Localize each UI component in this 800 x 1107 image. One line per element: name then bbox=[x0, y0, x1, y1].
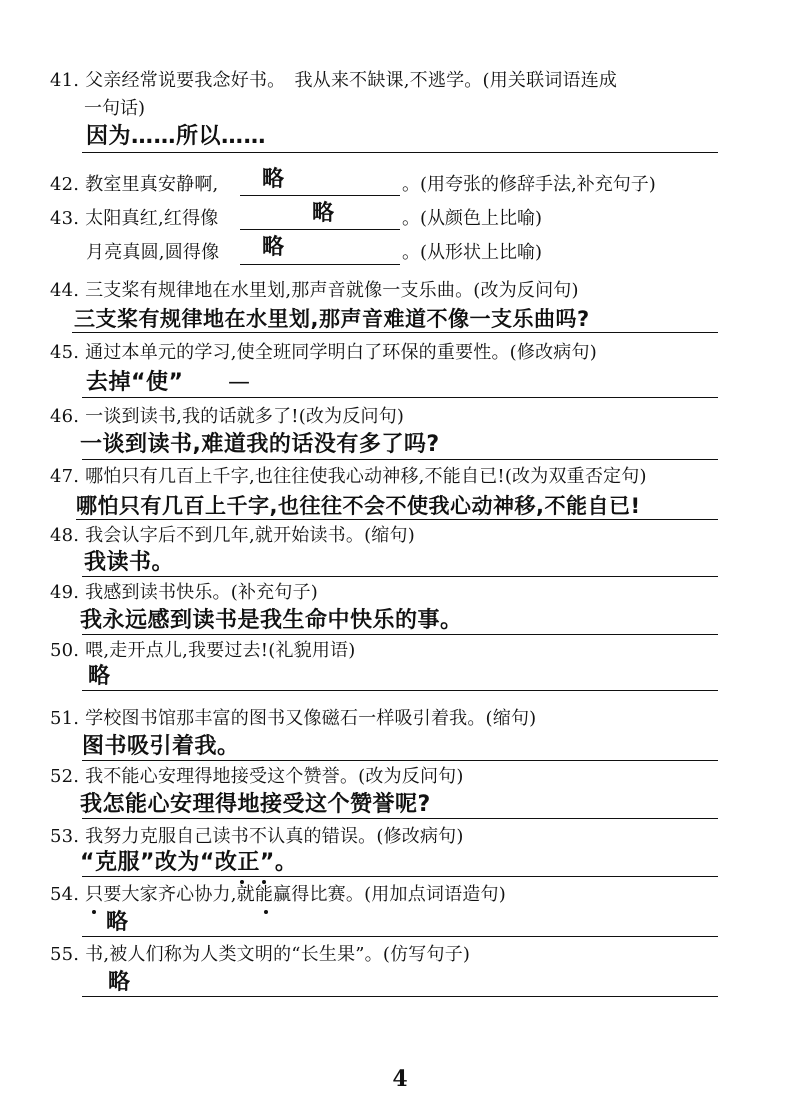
answer-45-mark: — bbox=[228, 370, 251, 395]
answer-line bbox=[82, 459, 718, 460]
fill-blank bbox=[240, 229, 400, 230]
answer-line bbox=[82, 152, 718, 153]
emphasis-dot bbox=[92, 910, 96, 914]
answer-49: 我永远感到读书是我生命中快乐的事。 bbox=[80, 608, 463, 633]
answer-53: “克服”改为“改正”。 bbox=[80, 850, 298, 875]
answer-44: 三支桨有规律地在水里划,那声音难道不像一支乐曲吗? bbox=[74, 307, 590, 331]
question-48: 48. 我会认字后不到几年,就开始读书。(缩句) bbox=[50, 525, 415, 546]
question-51: 51. 学校图书馆那丰富的图书又像磁石一样吸引着我。(缩句) bbox=[50, 708, 537, 729]
emphasis-dot bbox=[264, 910, 268, 914]
answer-line bbox=[82, 996, 718, 997]
question-53: 53. 我努力克服自己读书不认真的错误。(修改病句) bbox=[50, 826, 464, 847]
answer-line bbox=[82, 576, 718, 577]
question-42-tail: 。(用夸张的修辞手法,补充句子) bbox=[402, 174, 656, 195]
answer-45: 去掉“使” bbox=[86, 370, 184, 395]
question-43b-tail: 。(从形状上比喻) bbox=[402, 242, 543, 263]
answer-48: 我读书。 bbox=[84, 550, 175, 575]
question-46: 46. 一谈到读书,我的话就多了!(改为反问句) bbox=[50, 406, 405, 427]
answer-line bbox=[82, 876, 718, 877]
page-number: 4 bbox=[392, 1066, 408, 1092]
answer-47: 哪怕只有几百上千字,也往往不会不使我心动神移,不能自已! bbox=[76, 494, 641, 518]
blank-answer-42: 略 bbox=[262, 167, 285, 192]
question-44: 44. 三支桨有规律地在水里划,那声音就像一支乐曲。(改为反问句) bbox=[50, 280, 579, 301]
fill-blank bbox=[240, 195, 400, 196]
answer-51: 图书吸引着我。 bbox=[82, 734, 240, 759]
answer-line bbox=[82, 760, 718, 761]
answer-line bbox=[82, 936, 718, 937]
question-55: 55. 书,被人们称为人类文明的“长生果”。(仿写句子) bbox=[50, 944, 471, 965]
emphasis-dot bbox=[240, 880, 244, 884]
answer-line bbox=[82, 690, 718, 691]
answer-46: 一谈到读书,难道我的话没有多了吗? bbox=[80, 432, 440, 457]
answer-line bbox=[76, 519, 718, 520]
emphasis-dot bbox=[262, 880, 266, 884]
question-43-second: 月亮真圆,圆得像 bbox=[86, 242, 220, 263]
blank-answer-43b: 略 bbox=[262, 235, 285, 260]
answer-41: 因为……所以…… bbox=[86, 124, 267, 149]
answer-50: 略 bbox=[88, 664, 111, 689]
answer-55: 略 bbox=[108, 970, 131, 995]
question-52: 52. 我不能心安理得地接受这个赞誉。(改为反问句) bbox=[50, 766, 464, 787]
answer-54: 略 bbox=[106, 910, 129, 935]
answer-line bbox=[72, 332, 718, 333]
fill-blank bbox=[240, 264, 400, 265]
question-41: 41. 父亲经常说要我念好书。 我从来不缺课,不逃学。(用关联词语连成 bbox=[50, 70, 618, 91]
question-49: 49. 我感到读书快乐。(补充句子) bbox=[50, 582, 318, 603]
question-41-continued: 一句话) bbox=[84, 98, 146, 119]
question-54: 54. 只要大家齐心协力,就能赢得比赛。(用加点词语造句) bbox=[50, 884, 506, 905]
answer-line bbox=[82, 634, 718, 635]
blank-answer-43a: 略 bbox=[312, 201, 335, 226]
answer-52: 我怎能心安理得地接受这个赞誉呢? bbox=[80, 792, 431, 817]
question-42: 42. 教室里真安静啊, bbox=[50, 174, 219, 195]
question-50: 50. 喂,走开点儿,我要过去!(礼貌用语) bbox=[50, 640, 356, 661]
question-45: 45. 通过本单元的学习,使全班同学明白了环保的重要性。(修改病句) bbox=[50, 342, 597, 363]
answer-line bbox=[82, 818, 718, 819]
question-43-tail: 。(从颜色上比喻) bbox=[402, 208, 543, 229]
question-43: 43. 太阳真红,红得像 bbox=[50, 208, 219, 229]
answer-line bbox=[82, 397, 718, 398]
question-47: 47. 哪怕只有几百上千字,也往往使我心动神移,不能自已!(改为双重否定句) bbox=[50, 466, 647, 487]
